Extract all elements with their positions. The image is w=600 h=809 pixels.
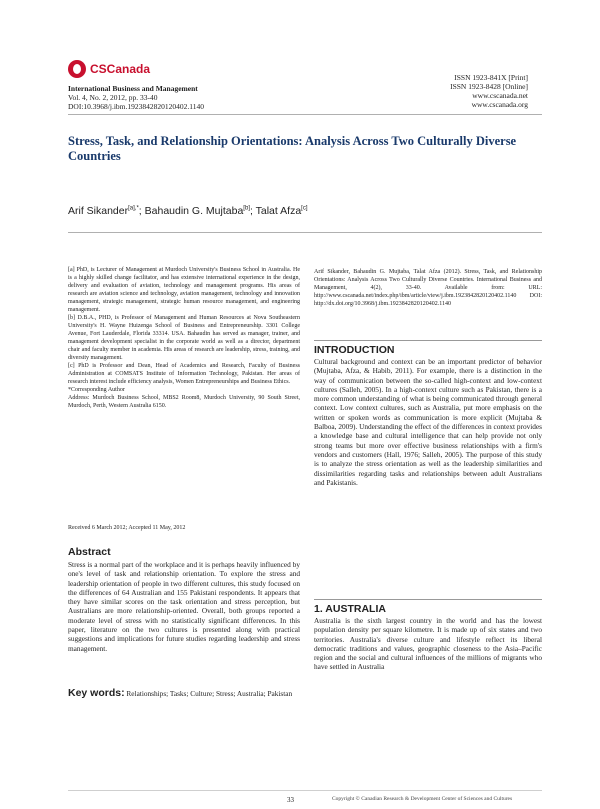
author-2: Bahaudin G. Mujtaba bbox=[144, 205, 244, 217]
author-1: Arif Sikander bbox=[68, 205, 129, 217]
author-1-sup: [a],* bbox=[128, 205, 139, 212]
received-dates: Received 6 March 2012; Accepted 11 May, 2012 bbox=[68, 525, 186, 531]
header-divider bbox=[68, 114, 542, 115]
corresponding-author: *Corresponding Author bbox=[68, 387, 125, 393]
journal-info bbox=[68, 84, 204, 111]
website-net[interactable]: www.cscanada.net bbox=[472, 91, 528, 100]
logo-text: CSCanada bbox=[90, 62, 151, 76]
issn-print: ISSN 1923-841X [Print] bbox=[454, 73, 528, 82]
copyright: Copyright © Canadian Research & Development Center of Sciences and Cultures bbox=[332, 796, 513, 802]
author-3: Talat Afza bbox=[255, 205, 302, 217]
citation: Arif Sikander, Bahaudin G. Mujtaba, Talat Afza (2012). Stress, Task, and Relationship Orientations: Analysis Across Two Culturally Diverse Countries. International Business and Management, 4(2), 33-40. Available from: URL: http://www.cscanada.net/index.php/ibm/article/view/j.ibm.1923842820120402.1140 DOI: http://dx.doi.org/10.3968/j.ibm.1923842820120402.1140 bbox=[314, 269, 542, 307]
authors-divider bbox=[68, 232, 542, 233]
paper-title: Stress, Task, and Relationship Orientations: Analysis Across Two Culturally Diverse Countries bbox=[68, 134, 517, 163]
address: Address: Murdoch Business School, MBS2 Room8, Murdoch University, 90 South Street, Murdoch, Perth, Western Australia 6150. bbox=[68, 395, 300, 409]
issn-online: ISSN 1923-8428 [Online] bbox=[450, 82, 528, 91]
footer-divider bbox=[68, 790, 542, 791]
author-3-sup: [c] bbox=[301, 205, 308, 212]
journal-volume: Vol. 4, No. 2, 2012, pp. 33-40 bbox=[68, 93, 158, 102]
page-number: 33 bbox=[287, 796, 294, 804]
website-org[interactable]: www.cscanada.org bbox=[471, 100, 528, 109]
cscanada-logo-icon bbox=[68, 60, 86, 78]
author-sep-1: ; bbox=[138, 205, 145, 217]
journal-name: International Business and Management bbox=[68, 84, 198, 93]
keywords-text: Relationships; Tasks; Culture; Stress; Australia; Pakistan bbox=[124, 689, 293, 698]
author-sep-2: ; bbox=[249, 205, 256, 217]
introduction-heading: INTRODUCTION bbox=[314, 340, 542, 356]
publisher-logo bbox=[68, 60, 150, 78]
abstract-heading: Abstract bbox=[68, 546, 111, 558]
australia-heading: 1. AUSTRALIA bbox=[314, 599, 542, 615]
affiliation-a: [a] PhD, is Lecturer of Management at Murdoch University's Business School in Australia. He is a highly skilled change facilitator, and has extensive international experience in the design, delivery and evaluation of aviation, technology and management programs. His areas of research are aviation science and technology, aviation management, technology and innovation management, strategic management, strategic human resource management, and engineering management. bbox=[68, 267, 300, 313]
affiliations bbox=[68, 266, 300, 410]
introduction-text: Cultural background and context can be an important predictor of behavior (Mujtaba, Afza, & Habib, 2011). For example, there is a distinction in the way of communication between the so-called high-context and low-context cultures (Salleh, 2005). In a high-context culture such as Pakistan, there is a more common understanding of what is being communicated through general context. Low context cultures, such as Australia, put more emphasis on the written or spoken words as communication is more explicit (Mujtaba & Balboa, 2009). Understanding the effect of the differences in context provides a knowledge base and cultural intelligence that can help provide not only strong teams but more over effective business relationships with a firm's vendors and customers (Hall, 1976; Salleh, 2005). The purpose of this study is to analyze the stress orientation as well as the leadership similarities and dissimilarities regarding tasks and relationships between adult Australians and Pakistanis. bbox=[314, 357, 542, 487]
keywords bbox=[68, 689, 300, 698]
affiliation-c: [c] PhD is Professor and Dean, Head of Academics and Research, Faculty of Business Administration at COMSATS Institute of Information Technology, Pakistan. Her areas of research interest include efficiency analysis, Women Entrepreneurships and Business Ethics. bbox=[68, 363, 300, 385]
journal-doi: DOI:10.3968/j.ibm.1923842820120402.1140 bbox=[68, 102, 204, 111]
australia-text: Australia is the sixth largest country in the world and has the lowest population density per square kilometre. It is made up of six states and two territories. Australia's diverse culture and lifestyle reflect its liberal democratic traditions and values, geographic closeness to the Asia–Pacific region and the social and cultural influences of the millions of migrants who have settled in Australia bbox=[314, 616, 542, 672]
affiliation-b: [b] D.B.A., PHD, is Professor of Management and Human Resources at Nova Southeastern University's H. Wayne Huizenga School of Business and Entrepreneurship. 3301 College Avenue, Fort Lauderdale, Florida 33314. USA. Bahaudin has served as manager, trainer, and management development specialist in the corporate world as well as a director, department chair and faculty member in academia. His areas of research are leadership, stress, training, and diversity management. bbox=[68, 315, 300, 361]
author-2-sup: [b] bbox=[243, 205, 250, 212]
issn-block bbox=[450, 73, 528, 109]
abstract-text: Stress is a normal part of the workplace and it is perhaps heavily influenced by one's level of task and relationship orientation. To explore the stress and leadership orientation of people in two different cultures, this study focused on the differences of 64 Australian and 155 Pakistani respondents. It appears that they have similar scores on the task orientation and stress perception, but Australians are more relationship-oriented. Overall, both groups reported a moderate level of stress with no statistically significant differences. In this paper, literature on the two cultures is presented along with practical suggestions and implications for future studies regarding leadership and stress management. bbox=[68, 560, 300, 653]
keywords-heading: Key words: bbox=[68, 687, 125, 699]
author-list bbox=[68, 205, 308, 217]
